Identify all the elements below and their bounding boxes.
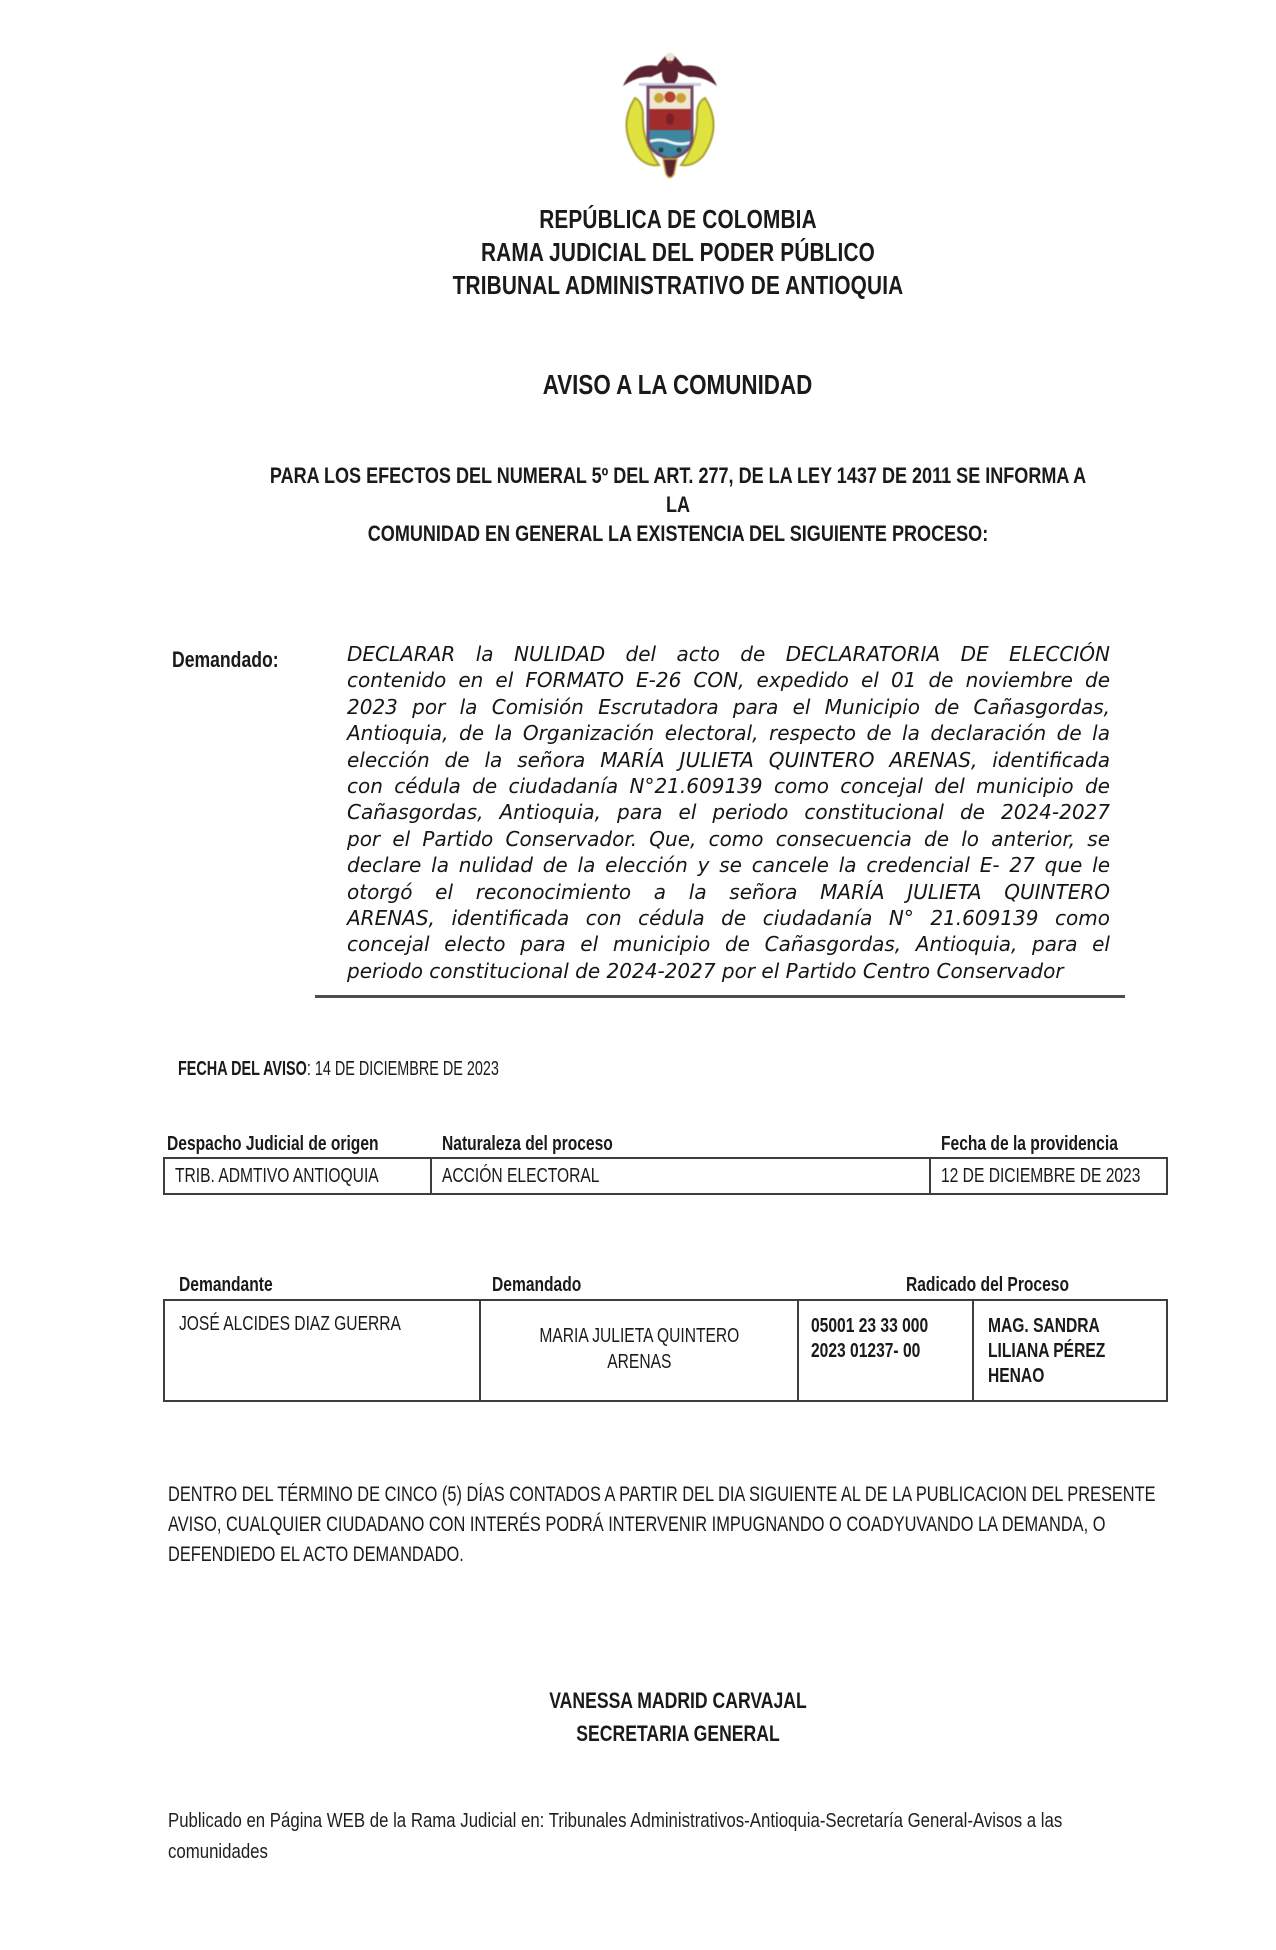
cell-radicado: [799, 1301, 973, 1400]
cell-demandado-line: ARENAS: [607, 1351, 672, 1373]
intro-line: PARA LOS EFECTOS DEL NUMERAL 5º DEL ART. 277, DE LA LEY 1437 DE 2011 SE INFORMA A LA: [269, 463, 1087, 517]
cell-radicado-line: 2023 01237- 00: [811, 1340, 921, 1362]
tabla-proceso: [163, 1157, 1168, 1195]
letterhead-line: TRIBUNAL ADMINISTRATIVO DE ANTIOQUIA: [452, 270, 904, 300]
fecha-del-aviso-value: : 14 DE DICIEMBRE DE 2023: [306, 1058, 499, 1080]
cell-demandado: [481, 1301, 800, 1400]
cell-magistrado-line: HENAO: [987, 1365, 1045, 1387]
aviso-plazo-line: DENTRO DEL TÉRMINO DE CINCO (5) DÍAS CONTADOS A PARTIR DEL DIA SIGUIENTE AL DE LA PUBLICACION DEL PRESENTE: [168, 1483, 1156, 1506]
demandado-paragraph-line: Cañasgordas, Antioquia, para el periodo constitucional de 2024-2027: [347, 800, 1110, 825]
header-radicado: Radicado del Proceso: [905, 1274, 1069, 1296]
tabla-partes: [163, 1299, 1168, 1402]
tabla-proceso-headers: [163, 1133, 1168, 1156]
page-title-text: AVISO A LA COMUNIDAD: [543, 369, 813, 400]
page-title: [163, 369, 1193, 401]
demandado-paragraph-line: concejal electo para el municipio de Cañasgordas, Antioquia, para el: [347, 932, 1110, 957]
footer-line: comunidades: [168, 1841, 268, 1863]
header-naturaleza: Naturaleza del proceso: [442, 1133, 613, 1155]
demandado-paragraph-line: elección de la señora MARÍA JULIETA QUINTERO ARENAS, identificada: [347, 747, 1110, 772]
demandado-paragraph-line: periodo constitucional de 2024-2027 por el Partido Centro Conservador: [347, 958, 1064, 983]
demandado-paragraph-line: Antioquia, de la Organización electoral, respecto de la declaración de la: [347, 721, 1110, 746]
letterhead-line: RAMA JUDICIAL DEL PODER PÚBLICO: [480, 237, 876, 267]
signature-block: [266, 1684, 1090, 1750]
demandado-paragraph-line: DECLARAR la NULIDAD del acto de DECLARATORIA DE ELECCIÓN: [347, 642, 1110, 666]
intro-line: COMUNIDAD EN GENERAL LA EXISTENCIA DEL SIGUIENTE PROCESO:: [367, 521, 989, 546]
cell-fecha-providencia: 12 DE DICIEMBRE DE 2023: [941, 1164, 1141, 1187]
letterhead-line: REPÚBLICA DE COLOMBIA: [539, 204, 817, 234]
header-despacho: Despacho Judicial de origen: [167, 1133, 379, 1155]
demandado-label: Demandado:: [172, 647, 279, 672]
cell-naturaleza: ACCIÓN ELECTORAL: [432, 1159, 931, 1193]
cell-radicado-line: 05001 23 33 000: [811, 1315, 929, 1337]
signature-name: VANESSA MADRID CARVAJAL: [549, 1688, 807, 1713]
footer-line: Publicado en Página WEB de la Rama Judicial en: Tribunales Administrativos-Antioquia-Secretaría General-Avisos a las: [168, 1810, 1063, 1832]
header-demandante: Demandante: [179, 1274, 273, 1296]
fecha-del-aviso-label: FECHA DEL AVISO: [178, 1058, 307, 1080]
aviso-plazo-line: DEFENDIEDO EL ACTO DEMANDADO.: [168, 1543, 464, 1566]
demandado-paragraph: [347, 641, 1110, 984]
demandado-paragraph-line: 2023 por la Comisión Escrutadora para el Municipio de Cañasgordas,: [347, 694, 1110, 719]
cell-demandado-line: MARIA JULIETA QUINTERO: [539, 1325, 740, 1347]
tabla-partes-headers: [163, 1274, 1168, 1297]
header-demandado: Demandado: [492, 1274, 582, 1296]
intro-paragraph: [256, 461, 1101, 548]
demandado-paragraph-line: otorgó el reconocimiento a la señora MARÍA JULIETA QUINTERO: [347, 879, 1110, 904]
cell-magistrado: [974, 1301, 1166, 1400]
demandado-paragraph-line: por el Partido Conservador. Que, como consecuencia de lo anterior, se: [347, 826, 1110, 851]
fecha-del-aviso: [178, 1058, 499, 1081]
cell-demandante: JOSÉ ALCIDES DIAZ GUERRA: [165, 1301, 481, 1400]
aviso-plazo-paragraph: [168, 1480, 1156, 1570]
signature-role: SECRETARIA GENERAL: [576, 1721, 780, 1746]
cell-magistrado-line: LILIANA PÉREZ: [987, 1340, 1106, 1362]
header-fecha-providencia: Fecha de la providencia: [941, 1133, 1119, 1155]
demandado-paragraph-line: con cédula de ciudadanía N°21.609139 como concejal del municipio de: [347, 774, 1110, 799]
cell-magistrado-line: MAG. SANDRA: [987, 1315, 1100, 1337]
letterhead: [266, 203, 1090, 302]
demandado-paragraph-line: ARENAS, identificada con cédula de ciudadanía N° 21.609139 como: [347, 906, 1110, 931]
aviso-plazo-line: AVISO, CUALQUIER CIUDADANO CON INTERÉS PODRÁ INTERVENIR IMPUGNANDO O COADYUVANDO LA DEMANDA, O: [168, 1513, 1106, 1536]
footer-note: [168, 1806, 1062, 1868]
demandado-paragraph-line: declare la nulidad de la elección y se cancele la credencial E- 27 que le: [347, 853, 1110, 878]
demandado-paragraph-line: contenido en el FORMATO E-26 CON, expedido el 01 de noviembre de: [347, 668, 1110, 693]
cell-despacho: TRIB. ADMTIVO ANTIOQUIA: [165, 1159, 432, 1193]
coat-of-arms-colombia-icon: [617, 46, 723, 185]
horizontal-rule: [315, 995, 1125, 998]
